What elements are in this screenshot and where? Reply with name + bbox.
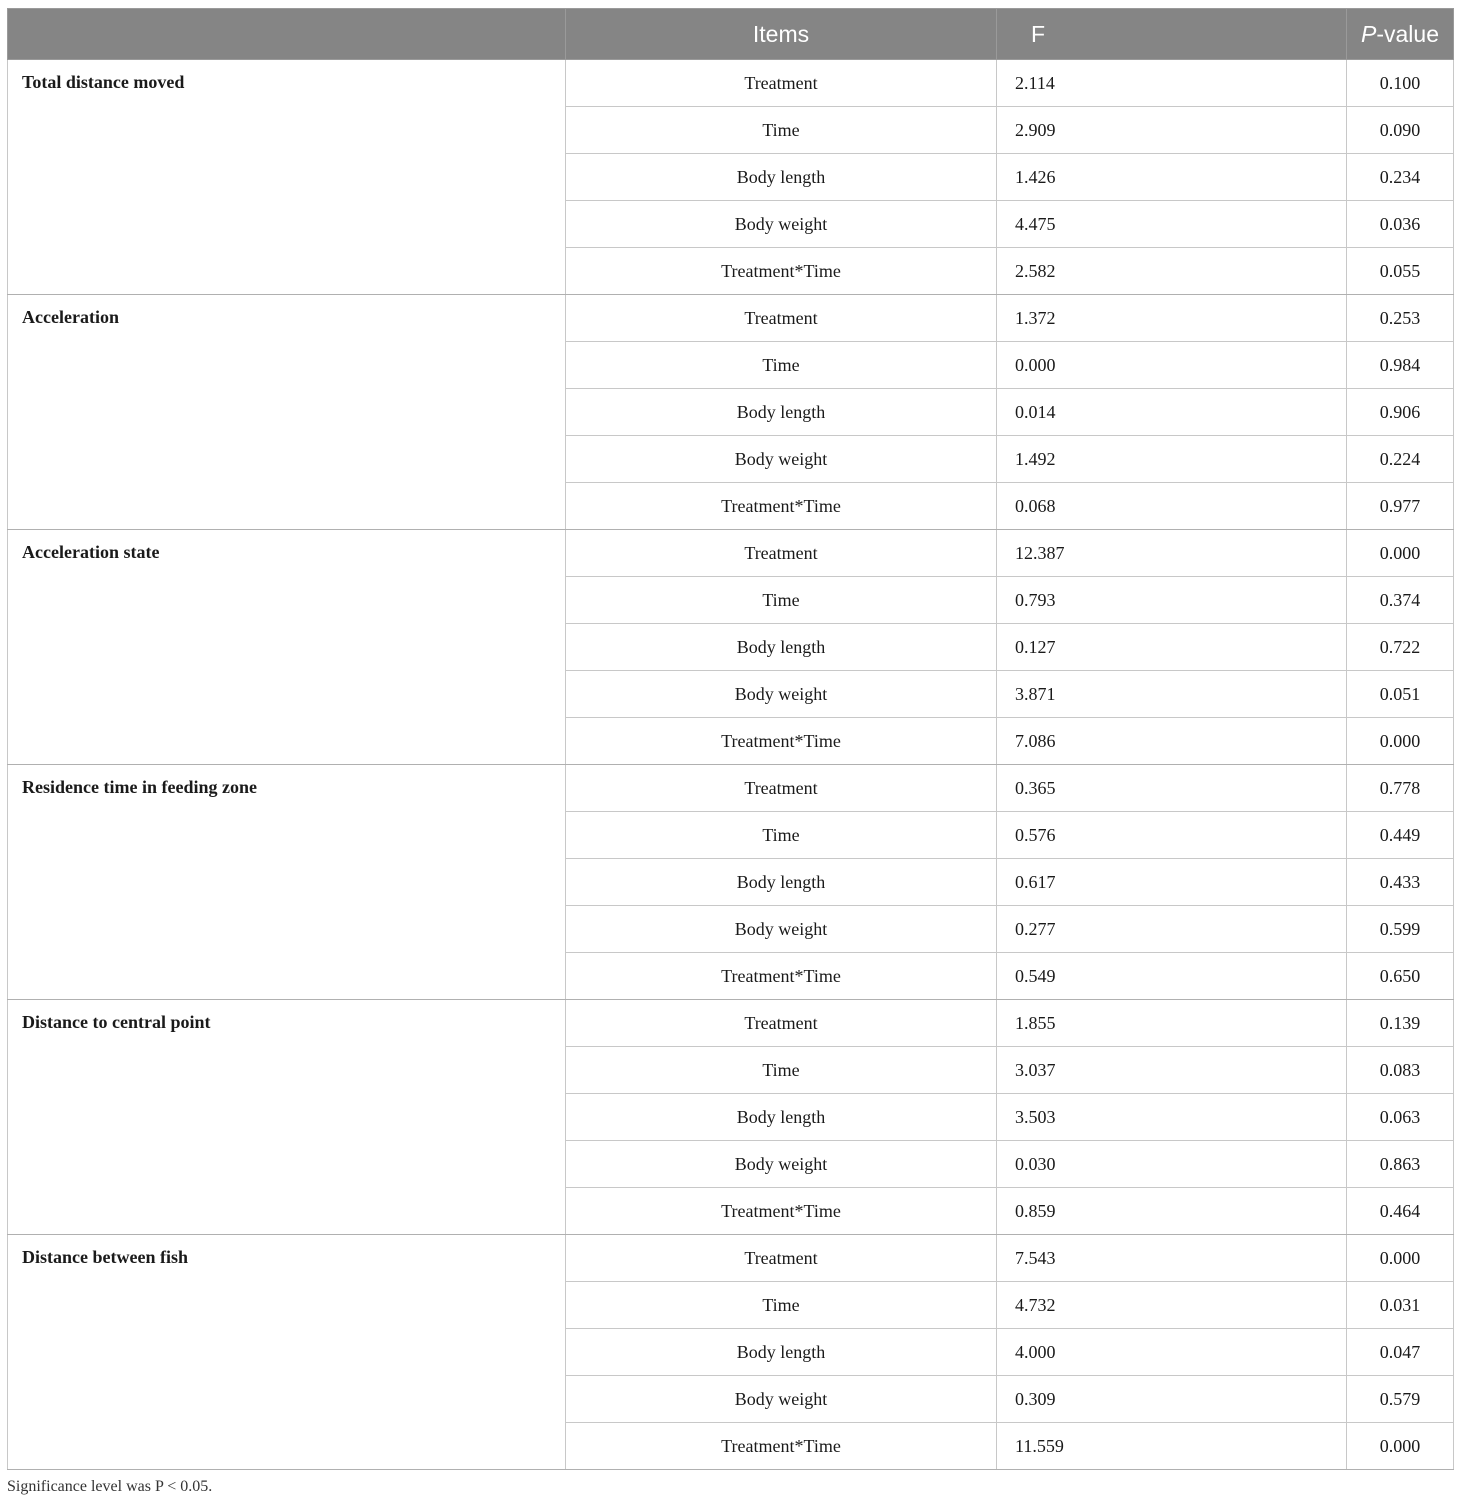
p-value-cell: 0.650 — [1347, 953, 1454, 1000]
item-cell: Time — [566, 107, 997, 154]
p-value-cell: 0.063 — [1347, 1094, 1454, 1141]
f-value-cell: 2.582 — [997, 248, 1347, 295]
header-p-rest: -value — [1376, 20, 1439, 47]
p-value-cell: 0.464 — [1347, 1188, 1454, 1235]
f-value-cell: 7.086 — [997, 718, 1347, 765]
p-value-cell: 0.863 — [1347, 1141, 1454, 1188]
f-value-cell: 1.492 — [997, 436, 1347, 483]
item-cell: Treatment*Time — [566, 248, 997, 295]
p-value-cell: 0.051 — [1347, 671, 1454, 718]
p-value-cell: 0.047 — [1347, 1329, 1454, 1376]
item-cell: Time — [566, 812, 997, 859]
p-value-cell: 0.579 — [1347, 1376, 1454, 1423]
p-value-cell: 0.090 — [1347, 107, 1454, 154]
header-p-italic: P — [1361, 20, 1377, 47]
f-value-cell: 0.793 — [997, 577, 1347, 624]
item-cell: Treatment — [566, 765, 997, 812]
f-value-cell: 0.277 — [997, 906, 1347, 953]
p-value-cell: 0.984 — [1347, 342, 1454, 389]
f-value-cell: 2.909 — [997, 107, 1347, 154]
f-value-cell: 1.855 — [997, 1000, 1347, 1047]
f-value-cell: 0.014 — [997, 389, 1347, 436]
group-label: Acceleration — [8, 295, 566, 530]
group-label: Acceleration state — [8, 530, 566, 765]
item-cell: Treatment — [566, 1235, 997, 1282]
f-value-cell: 3.503 — [997, 1094, 1347, 1141]
table-row — [8, 1000, 1454, 1047]
table-header — [8, 9, 1454, 60]
item-cell: Treatment — [566, 530, 997, 577]
table-row — [8, 295, 1454, 342]
f-value-cell: 4.475 — [997, 201, 1347, 248]
f-value-cell: 0.309 — [997, 1376, 1347, 1423]
item-cell: Time — [566, 1047, 997, 1094]
item-cell: Body weight — [566, 436, 997, 483]
f-value-cell: 4.000 — [997, 1329, 1347, 1376]
header-f: F — [997, 9, 1347, 60]
item-cell: Body length — [566, 1094, 997, 1141]
f-value-cell: 2.114 — [997, 60, 1347, 107]
p-value-cell: 0.977 — [1347, 483, 1454, 530]
item-cell: Treatment*Time — [566, 483, 997, 530]
p-value-cell: 0.139 — [1347, 1000, 1454, 1047]
item-cell: Treatment — [566, 1000, 997, 1047]
table-row — [8, 60, 1454, 107]
p-value-cell: 0.000 — [1347, 718, 1454, 765]
f-value-cell: 1.426 — [997, 154, 1347, 201]
item-cell: Body weight — [566, 906, 997, 953]
f-value-cell: 1.372 — [997, 295, 1347, 342]
f-value-cell: 7.543 — [997, 1235, 1347, 1282]
group-label: Total distance moved — [8, 60, 566, 295]
item-cell: Treatment*Time — [566, 1423, 997, 1470]
group-label: Distance between fish — [8, 1235, 566, 1470]
item-cell: Body length — [566, 154, 997, 201]
p-value-cell: 0.224 — [1347, 436, 1454, 483]
f-value-cell: 0.617 — [997, 859, 1347, 906]
item-cell: Treatment*Time — [566, 1188, 997, 1235]
item-cell: Time — [566, 1282, 997, 1329]
p-value-cell: 0.083 — [1347, 1047, 1454, 1094]
item-cell: Body length — [566, 859, 997, 906]
header-row — [8, 9, 1454, 60]
footnote: Significance level was P < 0.05. — [7, 1478, 213, 1495]
f-value-cell: 0.549 — [997, 953, 1347, 1000]
p-value-cell: 0.234 — [1347, 154, 1454, 201]
item-cell: Body length — [566, 389, 997, 436]
p-value-cell: 0.433 — [1347, 859, 1454, 906]
p-value-cell: 0.036 — [1347, 201, 1454, 248]
table-body — [8, 60, 1454, 1470]
item-cell: Treatment — [566, 60, 997, 107]
f-value-cell: 0.068 — [997, 483, 1347, 530]
p-value-cell: 0.000 — [1347, 1423, 1454, 1470]
item-cell: Treatment*Time — [566, 953, 997, 1000]
item-cell: Body length — [566, 1329, 997, 1376]
f-value-cell: 12.387 — [997, 530, 1347, 577]
p-value-cell: 0.722 — [1347, 624, 1454, 671]
f-value-cell: 4.732 — [997, 1282, 1347, 1329]
p-value-cell: 0.031 — [1347, 1282, 1454, 1329]
p-value-cell: 0.906 — [1347, 389, 1454, 436]
item-cell: Body weight — [566, 671, 997, 718]
p-value-cell: 0.599 — [1347, 906, 1454, 953]
p-value-cell: 0.778 — [1347, 765, 1454, 812]
header-group — [8, 9, 566, 60]
header-p-value — [1347, 9, 1454, 60]
f-value-cell: 0.030 — [997, 1141, 1347, 1188]
table-row — [8, 765, 1454, 812]
f-value-cell: 0.365 — [997, 765, 1347, 812]
p-value-cell: 0.449 — [1347, 812, 1454, 859]
item-cell: Body weight — [566, 1141, 997, 1188]
item-cell: Treatment — [566, 295, 997, 342]
item-cell: Time — [566, 342, 997, 389]
item-cell: Treatment*Time — [566, 718, 997, 765]
f-value-cell: 0.576 — [997, 812, 1347, 859]
f-value-cell: 3.871 — [997, 671, 1347, 718]
p-value-cell: 0.000 — [1347, 1235, 1454, 1282]
item-cell: Body weight — [566, 1376, 997, 1423]
p-value-cell: 0.055 — [1347, 248, 1454, 295]
group-label: Residence time in feeding zone — [8, 765, 566, 1000]
item-cell: Body weight — [566, 201, 997, 248]
table-row — [8, 1235, 1454, 1282]
item-cell: Body length — [566, 624, 997, 671]
group-label: Distance to central point — [8, 1000, 566, 1235]
item-cell: Time — [566, 577, 997, 624]
p-value-cell: 0.253 — [1347, 295, 1454, 342]
p-value-cell: 0.000 — [1347, 530, 1454, 577]
f-value-cell: 11.559 — [997, 1423, 1347, 1470]
f-value-cell: 3.037 — [997, 1047, 1347, 1094]
p-value-cell: 0.374 — [1347, 577, 1454, 624]
header-items: Items — [566, 9, 997, 60]
p-value-cell: 0.100 — [1347, 60, 1454, 107]
f-value-cell: 0.000 — [997, 342, 1347, 389]
f-value-cell: 0.127 — [997, 624, 1347, 671]
f-value-cell: 0.859 — [997, 1188, 1347, 1235]
anova-table — [7, 8, 1454, 1470]
table-row — [8, 530, 1454, 577]
